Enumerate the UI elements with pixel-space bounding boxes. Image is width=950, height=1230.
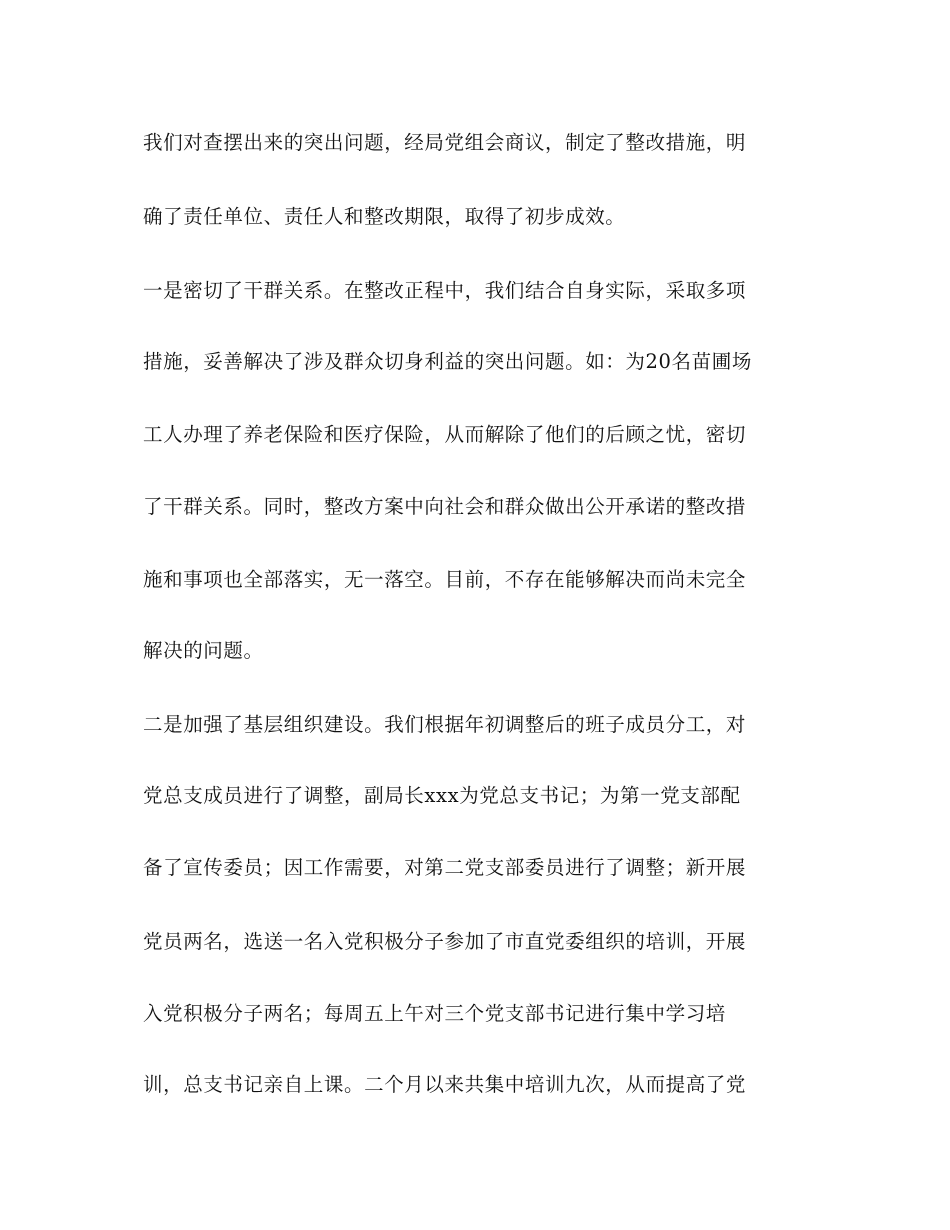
text-line: 解决的问题。 [143,639,264,662]
text-line: 确了责任单位、责任人和整改期限，取得了初步成效。 [143,205,626,228]
text-line: 入党积极分子两名；每周五上午对三个党支部书记进行集中学习培 [143,1002,726,1025]
text-line: 党员两名，选送一名入党积极分子参加了市直党委组织的培训，开展 [143,930,747,953]
text-line: 一是密切了干群关系。在整改正程中，我们结合自身实际，采取多项 [143,279,747,302]
text-line: 我们对查摆出来的突出问题，经局党组会商议，制定了整改措施，明 [143,131,747,154]
text-line: 训，总支书记亲自上课。二个月以来共集中培训九次，从而提高了党 [143,1073,747,1096]
text-line: 党总支成员进行了调整，副局长xxx为党总支书记；为第一党支部配 [143,784,741,807]
text-line: 施和事项也全部落实，无一落空。目前，不存在能够解决而尚未完全 [143,568,747,591]
text-line: 二是加强了基层组织建设。我们根据年初调整后的班子成员分工，对 [143,713,747,736]
text-line: 备了宣传委员；因工作需要，对第二党支部委员进行了调整；新开展 [143,856,747,879]
text-line: 工人办理了养老保险和医疗保险，从而解除了他们的后顾之忧，密切 [143,423,747,446]
text-line: 措施，妥善解决了涉及群众切身利益的突出问题。如：为20名苗圃场 [143,350,752,373]
text-line: 了干群关系。同时，整改方案中向社会和群众做出公开承诺的整改措 [143,495,747,518]
